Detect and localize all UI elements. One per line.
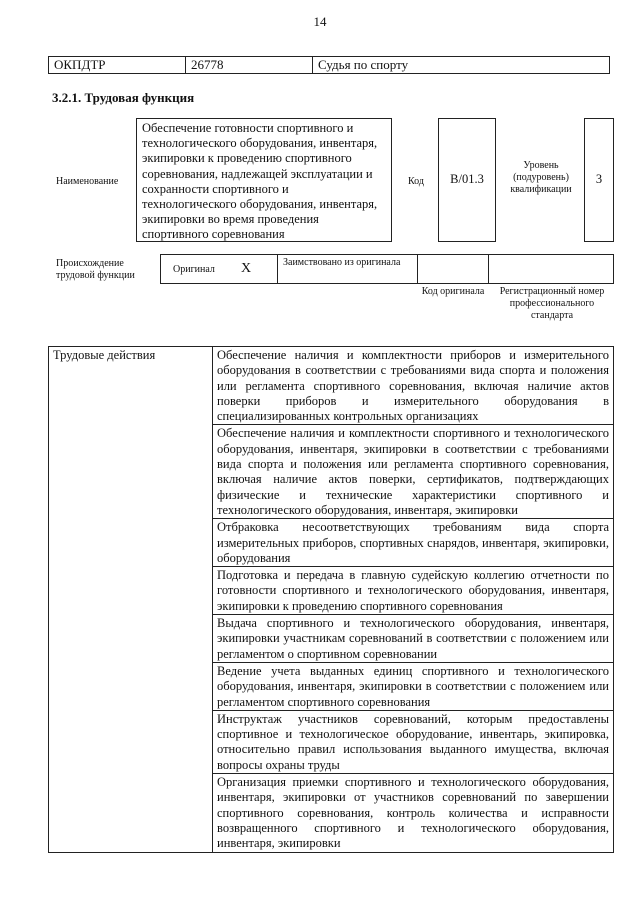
reg-number-label: Регистрационный номер профессионального стандарта (499, 286, 605, 321)
level-box: 3 (584, 118, 614, 242)
work-action-item: Выдача спортивного и технологического оборудования, инвентаря, экипировки участникам соревнований в соответствии с положением или регламентом о спортивном соревновании (213, 615, 614, 663)
okpdtr-code: 26778 (186, 57, 313, 74)
work-action-item: Организация приемки спортивного и технологического оборудования, инвентаря, экипировки от участников соревнований по завершении спортивного соревнования, контроль количества и исправности возвращенного спортивного и технологического оборудования, инвентаря, экипировки (213, 774, 614, 852)
reg-number-box (488, 254, 614, 284)
borrowed-box: Заимствовано из оригинала (277, 254, 418, 284)
work-actions-label: Трудовые действия (49, 347, 213, 853)
work-action-item: Ведение учета выданных единиц спортивного и технологического оборудования, инвентаря, экипировки в соответствии с положением или регламентом спортивного соревнования (213, 662, 614, 710)
work-action-item: Инструктаж участников соревнований, которым предоставлены спортивное и технологическое оборудование, инвентарь, экипировка, относительно правил использования выданного имущества, включая вопросы охраны труды (213, 710, 614, 773)
section-title: 3.2.1. Трудовая функция (52, 90, 195, 105)
original-box (160, 254, 278, 284)
work-action-item: Отбраковка несоответствующих требованиям вида спорта измерительных приборов, спортивных снарядов, инвентаря, экипировки, оборудования (213, 519, 614, 567)
function-name-box: Обеспечение готовности спортивного и технологического оборудования, инвентаря, экипировки к проведению спортивного соревнования, надлежащей эксплуатации и сохранности спортивного и технологического оборудования, инвентаря, экипировки во время проведения спортивного соревнования (136, 118, 392, 242)
code-original-box (417, 254, 489, 284)
okpdtr-label: ОКПДТР (49, 57, 186, 74)
level-label: Уровень (подуровень) квалификации (510, 160, 572, 195)
code-original-label: Код оригинала (421, 286, 485, 297)
work-action-item: Подготовка и передача в главную судейскую коллегию отчетности по готовности спортивного и технологического оборудования, инвентаря, экипировки к проведению спортивного соревнования (213, 567, 614, 615)
original-label: Оригинал (173, 264, 215, 275)
work-actions-table (48, 346, 614, 853)
function-code-box: B/01.3 (438, 118, 496, 242)
okpdtr-table (48, 56, 610, 74)
work-action-item: Обеспечение наличия и комплектности приборов и измерительного оборудования в соответствии с требованиями вида спорта и положения или регламента спортивного соревнования, включая наличие актов поверки приборов и измерительного оборудования в специализированных контрольных организациях (213, 347, 614, 425)
page-number: 14 (313, 14, 327, 29)
origin-label: Происхождение трудовой функции (56, 258, 135, 281)
code-label: Код (408, 176, 424, 187)
original-mark: X (241, 261, 252, 276)
name-label: Наименование (56, 176, 119, 187)
work-action-item: Обеспечение наличия и комплектности спортивного и технологического оборудования, инвентаря, экипировки в соответствии с требованиями вида спорта и положения или регламента спортивного соревнования, включая наличие актов поверки, сертификатов, подтверждающих физические и технические характеристики спортивного и технологического оборудования, инвентаря, экипировки (213, 425, 614, 519)
okpdtr-title: Судья по спорту (313, 57, 610, 74)
